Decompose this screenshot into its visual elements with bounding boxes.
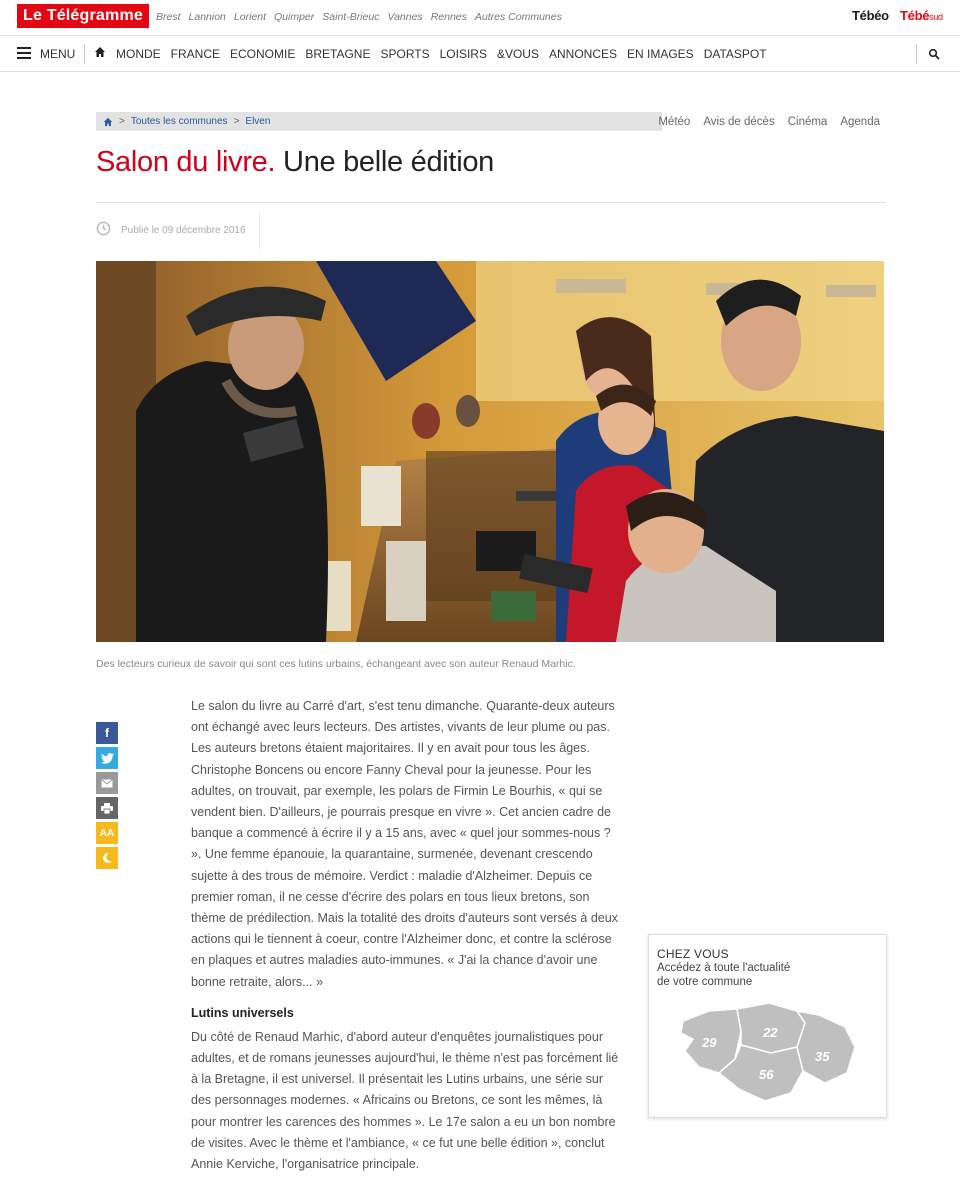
city-link-brest[interactable]: Brest [156,11,181,23]
nav-item-france[interactable]: FRANCE [170,47,221,61]
search-icon[interactable] [928,48,940,60]
widget-subtitle [657,961,790,989]
nav-item-dataspot[interactable]: DATASPOT [703,47,767,61]
font-size-button[interactable] [96,822,118,844]
font-size-icon: AA [99,827,115,839]
department-label-29: 29 [702,1035,717,1050]
breadcrumb-separator: > [119,116,125,127]
twitter-icon [101,753,114,764]
nav-item-sports[interactable]: SPORTS [380,47,430,61]
city-link-autres[interactable]: Autres Communes [474,11,562,23]
moon-icon [101,852,113,864]
publish-date: Publié le 09 décembre 2016 [121,225,246,236]
utility-links [658,116,880,128]
article-paragraph: Le salon du livre au Carré d'art, s'est tenu dimanche. Quarante-deux auteurs ont échangé avec leurs lecteurs. Des artistes, vivants de leur plume ou pas. Les auteurs bretons étaient majoritaires. Il y en avait pour tous les âges. Christophe Boncens ou encore Fanny Cheval pour la jeunesse. Pour les adultes, on trouvait, par exemple, les polars de Firmin Le Bourhis, « qui se vendent bien. D'ailleurs, je pourrais presque en vivre ». Cet ancien cadre de banque a commencé à écrire il y a 15 ans, avec « quel jour sommes-nous ? ». Une femme épanouie, la quarantaine, surmenée, devenant crescendo sujette à des trous de mémoire. Verdict : maladie d'Alzheimer. Depuis ce premier roman, il ne cesse d'écrire des polars en tous lieux bretons, son thème de prédilection. Mais la totalité des droits d'auteurs sont versés à deux actions qui le tiennent à coeur, contre l'Alzheimer donc, et contre la sclérose en plaques et autres maladies auto-immunes. « J'ai la chance d'avoir une bonne retraite, alors... » [191,699,618,989]
twitter-share-button[interactable] [96,747,118,769]
nav-item-annonces[interactable]: ANNONCES [548,47,617,61]
chez-vous-widget[interactable] [648,934,887,1118]
article-subheading: Lutins universels [191,1005,294,1020]
site-logo[interactable]: Le Télégramme [17,4,149,28]
link-avis-deces[interactable]: Avis de décès [703,116,775,128]
breadcrumb [96,112,662,131]
breadcrumb-item-communes[interactable]: Toutes les communes [130,116,228,127]
breadcrumb-separator: > [233,116,240,127]
top-bar [0,0,960,36]
department-label-22: 22 [763,1025,778,1040]
mail-icon [101,779,113,788]
article-title [96,146,494,179]
main-nav [0,36,960,72]
link-agenda[interactable]: Agenda [840,116,880,128]
nav-item-loisirs[interactable]: LOISIRS [439,47,487,61]
home-icon[interactable] [94,46,106,58]
article-photo[interactable] [96,261,884,642]
title-kicker: Salon du livre. [96,146,276,178]
tebesud-logo[interactable]: Tébésud [900,8,943,23]
facebook-share-button[interactable] [96,722,118,744]
brittany-map[interactable] [679,1001,857,1103]
hamburger-icon[interactable] [17,47,31,62]
breadcrumb-home-icon[interactable] [103,117,113,127]
share-bar [96,722,118,869]
city-link-vannes[interactable]: Vannes [387,11,423,23]
city-link-quimper[interactable]: Quimper [274,11,315,23]
city-link-lannion[interactable]: Lannion [188,11,226,23]
department-label-35: 35 [815,1049,830,1064]
nav-item-bretagne[interactable]: BRETAGNE [305,47,371,61]
print-button[interactable] [96,797,118,819]
email-share-button[interactable] [96,772,118,794]
article-paragraph: Du côté de Renaud Marhic, d'abord auteur d'enquêtes journalistiques pour adultes, et de romans jeunesses aujourd'hui, le thème n'est pas forcément lié à la Bretagne, il est universel. Il présentait les Lutins urbains, une série sur des personnages modernes. « Africains ou Bretons, ce sont les mêmes, là pour montrer les carences des hommes ». Le 17e salon a eu un bon nombre de visites. Avec le thème et l'ambiance, « ce fut une belle édition », conclut Annie Kerviche, l'organisatrice principale. [191,1029,619,1172]
city-link-lorient[interactable]: Lorient [233,11,266,23]
nav-divider [916,44,917,64]
night-mode-button[interactable] [96,847,118,869]
breadcrumb-item-elven[interactable]: Elven [245,116,271,127]
nav-item-en-images[interactable]: EN IMAGES [627,47,694,61]
link-meteo[interactable]: Météo [658,116,691,128]
facebook-icon: f [105,726,109,740]
city-links [156,11,562,23]
nav-item-monde[interactable]: MONDE [116,47,161,61]
widget-subtitle-line: Accédez à toute l'actualité [657,962,791,974]
nav-divider [84,44,85,64]
city-link-rennes[interactable]: Rennes [430,11,467,23]
photo-caption: Des lecteurs curieux de savoir qui sont ces lutins urbains, échangeant avec son auteur Renaud Marhic. [96,658,576,670]
department-label-56: 56 [759,1067,774,1082]
link-cinema[interactable]: Cinéma [787,116,828,128]
widget-subtitle-line: de votre commune [657,976,753,988]
nav-item-economie[interactable]: ECONOMIE [230,47,296,61]
tebeo-logo[interactable]: Tébéo [852,8,889,23]
nav-items [116,47,767,61]
city-link-saint-brieuc[interactable]: Saint-Brieuc [322,11,380,23]
menu-button[interactable]: MENU [40,47,76,61]
article-body [191,696,621,1175]
clock-icon [96,221,111,236]
print-icon [101,803,113,814]
widget-title: CHEZ VOUS [657,947,729,961]
department-35-shape[interactable] [797,1011,855,1083]
title-divider [96,202,886,203]
nav-item-vous[interactable]: &VOUS [496,47,539,61]
date-divider [259,212,260,249]
title-main: Une belle édition [283,146,494,178]
